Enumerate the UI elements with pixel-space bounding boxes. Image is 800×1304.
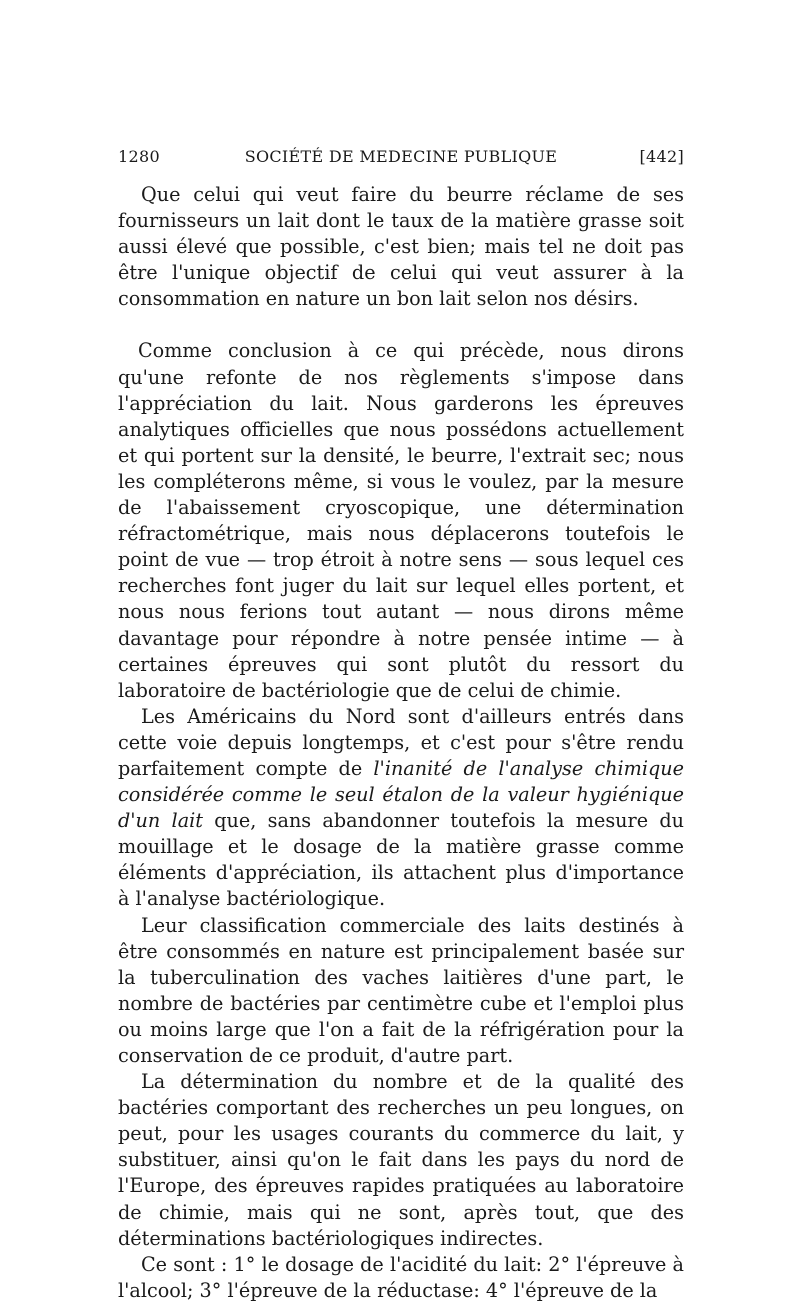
paragraph-americans-start: Les Américains du Nord sont d'ailleurs entrés dans cette voie depuis longtemps, et c'est pour s'être rendu parfaitement compte de: [118, 704, 684, 780]
paragraph-butter-objective: Que celui qui veut faire du beurre réclame de ses fournisseurs un lait dont le taux de la matière grasse soit aussi élevé que possible, c'est bien; mais tel ne doit pas être l'unique objectif de celui qui veut assurer à la consommation en nature un bon lait selon nos désirs.: [118, 183, 684, 311]
paragraph-gap: [118, 312, 684, 338]
body-text: [118, 182, 684, 1304]
paragraph-americans-end: que, sans abandonner toutefois la mesure du mouillage et le dosage de la matière grasse comme éléments d'appréciation, ils attachent plus d'importance à l'analyse bactériologique.: [118, 809, 684, 911]
paragraph-classification: Leur classification commerciale des laits destinés à être consommés en nature est principalement basée sur la tuberculination des vaches laitières d'une part, le nombre de bactéries par centimètre cube et l'emploi plus ou moins large que l'on a fait de la réfrigération pour la conservation de ce produit, d'autre part.: [118, 913, 684, 1067]
running-header: [118, 147, 684, 171]
paragraph-conclusion: Comme conclusion à ce qui précède, nous dirons qu'une refonte de nos règlements s'impose dans l'appréciation du lait. Nous garderons les épreuves analytiques officielles que nous possédons actuellement et qui portent sur la densité, le beurre, l'extrait sec; nous les compléterons même, si vous le voulez, par la mesure de l'abaissement cryoscopique, une détermination réfractométrique, mais nous déplacerons toutefois le point de vue — trop étroit à notre sens — sous lequel ces recherches font juger du lait sur lequel elles portent, et nous nous ferions tout autant — nous dirons même davantage pour répondre à notre pensée intime — à certaines épreuves qui sont plutôt du ressort du laboratoire de bactériologie que de celui de chimie.: [118, 339, 684, 702]
running-title: SOCIÉTÉ DE MEDECINE PUBLIQUE: [244, 147, 558, 166]
page-number: 1280: [118, 147, 160, 166]
bracket-reference: [442]: [639, 147, 684, 166]
paragraph-americans: [118, 704, 684, 913]
paragraph-tests-list: Ce sont : 1° le dosage de l'acidité du lait: 2° l'épreuve à l'alcool; 3° l'épreuve de la réductase: 4° l'épreuve de la: [118, 1252, 684, 1302]
paragraph-americans-italic: l'inanité de l'analyse chimique considérée comme le seul étalon de la valeur hygiénique d'un lait: [118, 756, 685, 833]
paragraph-determination: La détermination du nombre et de la qualité des bactéries comportant des recherches un peu longues, on peut, pour les usages courants du commerce du lait, y substituer, ainsi qu'on le fait dans les pays du nord de l'Europe, des épreuves rapides pratiquées au laboratoire de chimie, mais qui ne sont, après tout, que des déterminations bactériologiques indirectes.: [118, 1070, 684, 1250]
